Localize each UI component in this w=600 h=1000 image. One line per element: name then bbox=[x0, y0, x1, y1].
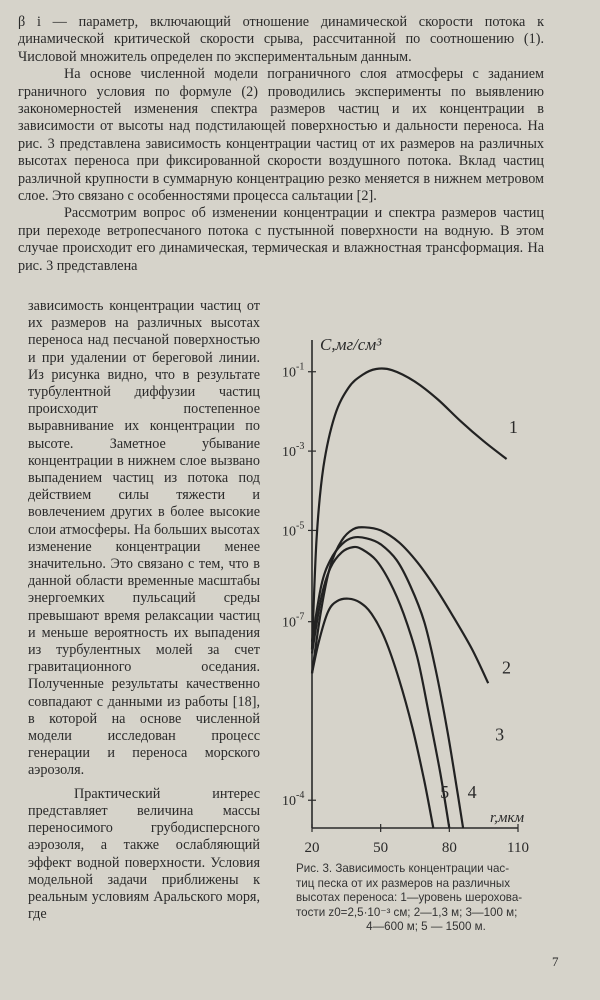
caption-line: Рис. 3. Зависимость концентрации час- bbox=[296, 862, 510, 875]
y-tick-label: $10^{-4}$ bbox=[282, 790, 305, 810]
caption-line: высотах переноса: 1—уровень шерохова- bbox=[296, 891, 523, 905]
left-paragraph-2: Практический интерес представляет величина массы переносимого грубодисперсного аэрозоля, а также ослабляющий эффект водной поверхности. Условия модельной задачи приближены к реальным условиям Аральского моря, где bbox=[28, 785, 260, 923]
left-paragraph-1: зависимость концентрации частиц от их размеров на различных высотах переноса над песчаной поверхностью и при удалении от береговой линии. Из рисунка видно, что в результате турбулентной диффузии частиц происходит постепенное выравнивание их концентрации по высоте. Заметное убывание концентрации в нижнем слое вызвано выпадением частиц из потока под действием силы тяжести и вовлечением других в более высокие слои атмосферы. На больших высотах изменение концентрации менее значительно. Это связано с тем, что в данной области временные масштабы энергоемких пульсаций среды превышают время релаксации частиц и меньше вероятность их выпадения из турбулентных молей за счет гравитационного оседания. Полученные результаты качественно совпадают с данными из работы [18], в которой на основе численной модели исследован процесс генерации и переноса морского аэрозоля. bbox=[28, 298, 260, 779]
caption-line: тости z0=2,5·10⁻³ см; 2—1,3 м; 3—100 м; bbox=[296, 905, 518, 919]
x-tick-label: 20 bbox=[304, 840, 320, 856]
y-tick-label: $10^{-3}$ bbox=[282, 441, 305, 461]
paragraph-1: β i — параметр, включающий отношение динамической скорости потока к динамической критической скорости срыва, рассчитанной по соотношению (1). Числовой множитель определен по экспериментальным данным. bbox=[18, 14, 544, 65]
top-text bbox=[18, 14, 544, 275]
paragraph-3: Рассмотрим вопрос об изменении концентрации и спектра размеров частиц при переходе ветропесчаного потока с пустынной поверхности на водную. В этом случае происходит его динамическая, термическая и влажностная трансформация. На рис. 3 представлена bbox=[18, 205, 544, 274]
series-label-2: 2 bbox=[501, 657, 511, 678]
series-label-1: 1 bbox=[508, 417, 518, 438]
caption-line: 4—600 м; 5 — 1500 м. bbox=[366, 920, 486, 934]
y-tick-label: $10^{-1}$ bbox=[282, 361, 305, 381]
series-line-4 bbox=[312, 547, 449, 828]
concentration-chart bbox=[268, 320, 558, 880]
y-axis-label: С,мг/см³ bbox=[320, 335, 382, 354]
series-label-4: 4 bbox=[467, 782, 477, 803]
x-tick-label: 110 bbox=[507, 840, 529, 856]
left-column-text bbox=[28, 298, 260, 923]
series-label-5: 5 bbox=[440, 782, 450, 803]
x-axis-label: r,мкм bbox=[490, 810, 525, 826]
figure-3 bbox=[268, 320, 558, 880]
page-number: 7 bbox=[552, 954, 559, 969]
caption-line: тиц песка от их размеров на различных bbox=[296, 876, 510, 890]
x-tick-label: 50 bbox=[373, 840, 389, 856]
y-tick-label: $10^{-5}$ bbox=[282, 520, 305, 540]
series-label-3: 3 bbox=[495, 724, 505, 745]
series-line-5 bbox=[312, 599, 433, 828]
series-line-1 bbox=[312, 368, 507, 649]
x-tick-label: 80 bbox=[441, 840, 457, 856]
paragraph-2: На основе численной модели пограничного слоя атмосферы с заданием граничного условия по формуле (2) проводились эксперименты по выявлению закономерностей изменения спектра размеров частиц и их концентрации в зависимости от высоты над подстилающей поверхностью и дальности переноса. На рис. 3 представлена зависимость концентрации частиц от их размеров на различных высотах переноса при фиксированной скорости воздушного потока. Вклад частиц различной крупности в суммарную концентрацию резко меняется в нижнем метровом слое. Это связано с особенностями процесса сальтации [2]. bbox=[18, 66, 544, 205]
figure-caption bbox=[296, 862, 556, 935]
y-tick-label: $10^{-7}$ bbox=[282, 611, 305, 631]
